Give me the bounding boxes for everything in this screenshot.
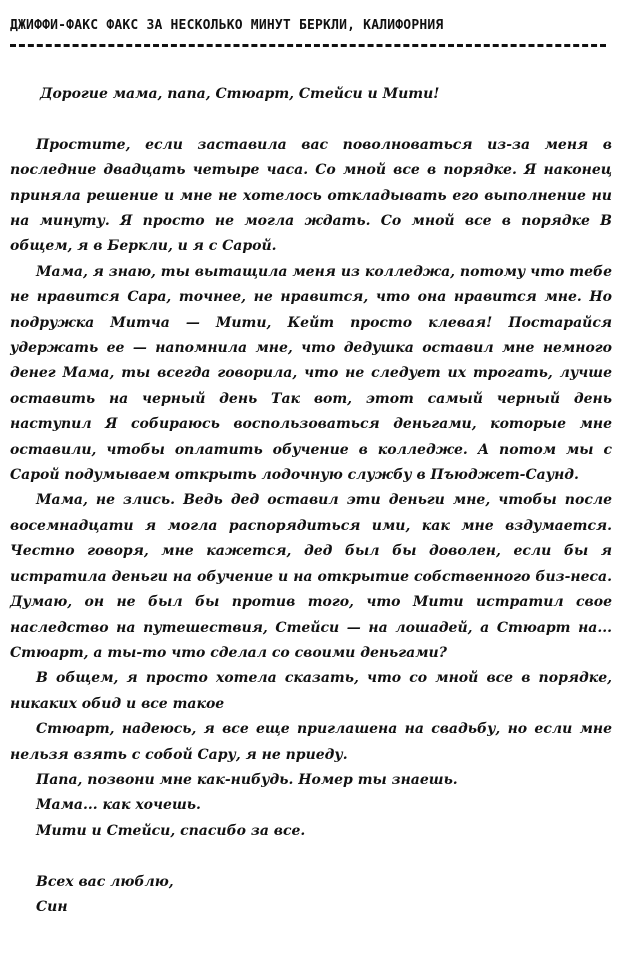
letter-paragraph: Мити и Стейси, спасибо за все.: [36, 822, 306, 839]
letter-paragraph: Мама, я знаю, ты вытащила меня из колледжа, потому что тебе не нравится Сара, точнее, не нравится, что она нравится мне. Но подружка Митча — Мити, Кейт просто клевая! Постарайся удержать ее — напомнила мне, что дедушка оставил мне немного денег Мама, ты всегда говорила, что не следует их трогать, лучше оставить на черный день Так вот, этот самый черный день наступил Я собираюсь воспользоваться деньгами, которые мне оставили, чтобы оплатить обучение в колледже. А потом мы с Сарой подумываем открыть лодочную службу в Пъюджет-Саунд.: [10, 263, 612, 484]
paragraph-gap: [10, 844, 612, 869]
letter-paragraph: В общем, я просто хотела сказать, что со мной все в порядке, никаких обид и все такое: [10, 670, 612, 712]
letter-paragraph: Мама... как хочешь.: [36, 797, 201, 814]
letter-paragraph: Стюарт, надеюсь, я все еще приглашена на свадьбу, но если мне нельзя взять с собой Сару, я не приеду.: [10, 721, 612, 763]
paragraph-gap: [10, 107, 612, 132]
letter-paragraph: Папа, позвони мне как-нибудь. Номер ты знаешь.: [36, 771, 458, 788]
letter-paragraph: Мама, не злись. Ведь дед оставил эти деньги мне, чтобы после восемнадцати я могла распорядиться ими, как мне вздумается. Честно говоря, мне кажется, дед был бы доволен, если бы я истратила деньги на обучение и на открытие собственного биз-неса. Думаю, он не был бы против того, что Мити истратил свое наследство на путешествия, Стейси — на лошадей, а Стюарт на... Стюарт, а ты-то что сделал со своими деньгами?: [10, 492, 612, 661]
letter-signature: Син: [36, 898, 68, 915]
letter-body: [10, 82, 612, 920]
letter-greeting: Дорогие мама, папа, Стюарт, Стейси и Мити!: [40, 86, 440, 102]
letter-closing: Всех вас люблю,: [36, 873, 174, 890]
fax-header: ДЖИФФИ-ФАКС ФАКС ЗА НЕСКОЛЬКО МИНУТ БЕРКЛИ, КАЛИФОРНИЯ: [10, 18, 444, 33]
header-divider: [10, 44, 606, 47]
letter-paragraph: Простите, если заставила вас поволноваться из-за меня в последние двадцать четыре часа. Со мной все в порядке. Я наконец приняла решение и мне не хотелось откладывать его выполнение ни на минуту. Я просто не могла ждать. Со мной все в порядке В общем, я в Беркли, и я с Сарой.: [10, 136, 612, 255]
